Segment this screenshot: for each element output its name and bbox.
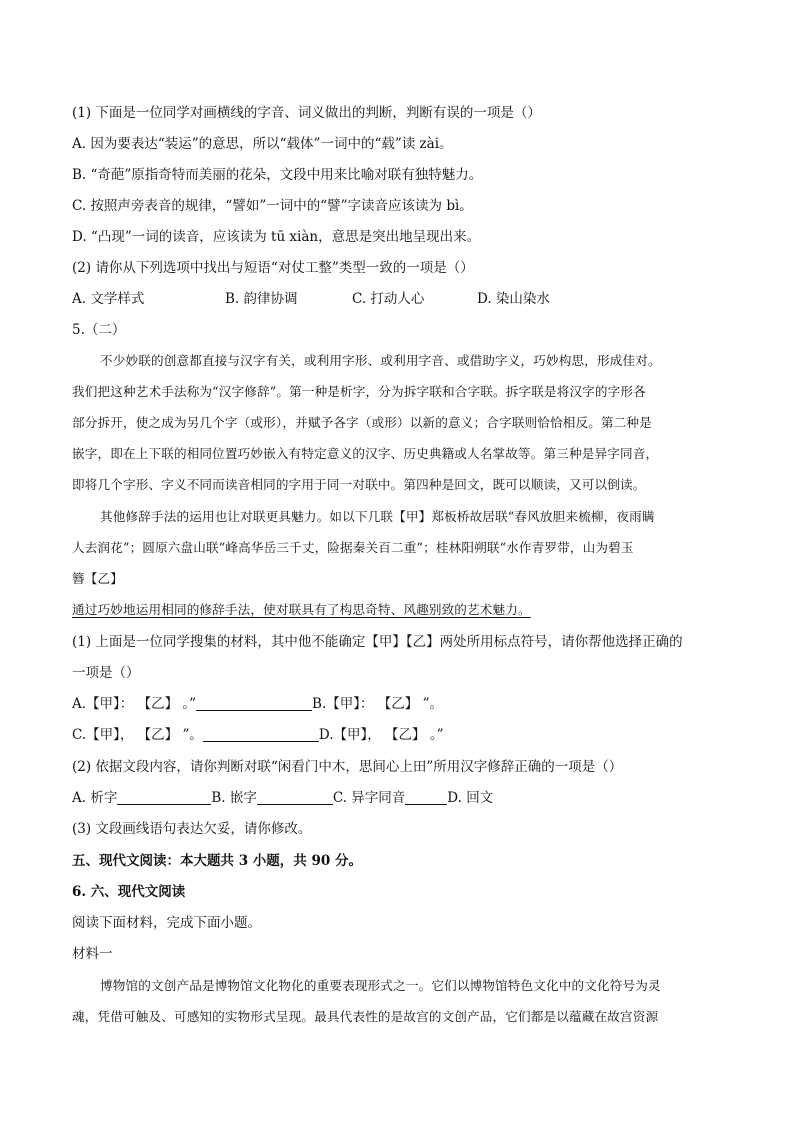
q6-passage-line: 博物馆的文创产品是博物馆文化物化的重要表现形式之一。它们以博物馆特色文化中的文化符号为灵 (100, 978, 661, 993)
q5-passage-line: 不少妙联的创意都直接与汉字有关，或利用字形、或利用字音、或借助字义，巧妙构思，形成佳对。 (100, 353, 661, 368)
q5-sub2-stem: (2) 依据文段内容，请你判断对联“闲看门中木，思间心上田”所用汉字修辞正确的一项是（） (72, 759, 623, 775)
q5-sub3: (3) 文段画线语句表达欠妥，请你修改。 (72, 821, 312, 837)
q5-sub1-options-row1 (72, 695, 443, 713)
q5-sub1-option-b: B.【甲】： 【乙】 ”。 (312, 696, 443, 712)
q6-heading: 6. 六、现代文阅读 (72, 884, 186, 900)
q5-passage-line: 部分拆开，使之成为另几个字（或形），并赋予各字（或形）以新的意义；合字联则恰恰相反。第二种是 (72, 415, 652, 430)
q5-passage-line: 即将几个字形、字义不同而读音相同的字用于同一对联中。第四种是回文，既可以顺读，又可以倒读。 (72, 477, 646, 492)
q4-sub2-option-d: D. 染山染水 (477, 291, 550, 307)
answer-blank (203, 727, 319, 742)
q5-sub2-option-b: B. 嵌字 (211, 790, 257, 806)
q5-underlined-sentence: 通过巧妙地运用相同的修辞手法，使对联具有了构思奇特、风趣别致的艺术魅力。 (72, 602, 531, 617)
q6-passage-line: 魂，凭借可触及、可感知的实物形式呈现。最具代表性的是故宫的文创产品，它们都是以蕴藏在故宫资源 (72, 1009, 659, 1024)
q5-sub1-options-row2 (72, 726, 444, 744)
q5-sub1-option-d: D.【甲】， 【乙】 。” (318, 727, 444, 743)
q5-sub1-option-a: A.【甲】： 【乙】 。” (72, 696, 197, 712)
q6-material-label: 材料一 (72, 946, 113, 962)
q4-sub1-option-d: D. “凸现”一词的读音，应该读为 tū xiàn，意思是突出地呈现出来。 (72, 229, 481, 245)
q4-sub1-option-b: B. “奇葩”原指奇特而美丽的花朵，文段中用来比喻对联有独特魅力。 (72, 167, 483, 183)
q5-sub1-stem-line2: 一项是（） (72, 665, 140, 681)
section-heading: 五、现代文阅读：本大题共 3 小题，共 90 分。 (72, 853, 362, 869)
answer-blank (196, 696, 312, 711)
q4-sub2-option-b: B. 韵律协调 (225, 291, 298, 307)
answer-blank (405, 790, 447, 805)
q5-sub1-stem-line1: (1) 上面是一位同学搜集的材料，其中他不能确定【甲】【乙】两处所用标点符号，请你帮他选择正确的 (72, 634, 683, 650)
q6-instruction: 阅读下面材料，完成下面小题。 (72, 915, 261, 931)
q5-sub2-option-a: A. 析字 (72, 790, 118, 806)
q5-passage-line: 簪【乙】 (72, 571, 123, 586)
q5-sub2-option-d: D. 回文 (447, 790, 494, 806)
answer-blank (117, 790, 211, 805)
q5-sub2-options (72, 789, 493, 807)
q5-passage-line: 人去润花”；圆原六盘山联“峰高华岳三千丈，险据秦关百二重”；桂林阳朔联“水作青罗带，山为碧玉 (72, 540, 634, 555)
q5-number: 5.（二） (72, 322, 126, 338)
q5-sub1-option-c: C.【甲】， 【乙】 ”。 (72, 727, 203, 743)
q4-sub2-option-c: C. 打动人心 (352, 291, 425, 307)
q5-passage-line: 嵌字，即在上下联的相同位置巧妙嵌入有特定意义的汉字、历史典籍或人名掌故等。第三种是异字同音， (72, 446, 659, 461)
q4-sub2-option-a: A. 文学样式 (72, 291, 145, 307)
q4-sub1-option-a: A. 因为要表达“装运”的意思，所以“载体”一词中的“载”读 zài。 (72, 136, 453, 152)
q4-sub1-stem: (1) 下面是一位同学对画横线的字音、词义做出的判断，判断有误的一项是（） (72, 105, 541, 121)
q5-passage-line: 我们把这种艺术手法称为“汉字修辞”。第一种是析字，分为拆字联和合字联。拆字联是将汉字的字形各 (72, 384, 646, 399)
q4-sub2-stem: (2) 请你从下列选项中找出与短语“对仗工整”类型一致的一项是（） (72, 260, 474, 276)
answer-blank (257, 790, 333, 805)
q4-sub1-option-c: C. 按照声旁表音的规律，“譬如”一词中的“譬”字读音应该读为 bì。 (72, 198, 473, 214)
q5-passage-line: 其他修辞手法的运用也让对联更具魅力。如以下几联【甲】郑板桥故居联“春风放胆来梳柳，夜雨瞒 (100, 509, 655, 524)
q5-sub2-option-c: C. 异字同音 (332, 790, 406, 806)
